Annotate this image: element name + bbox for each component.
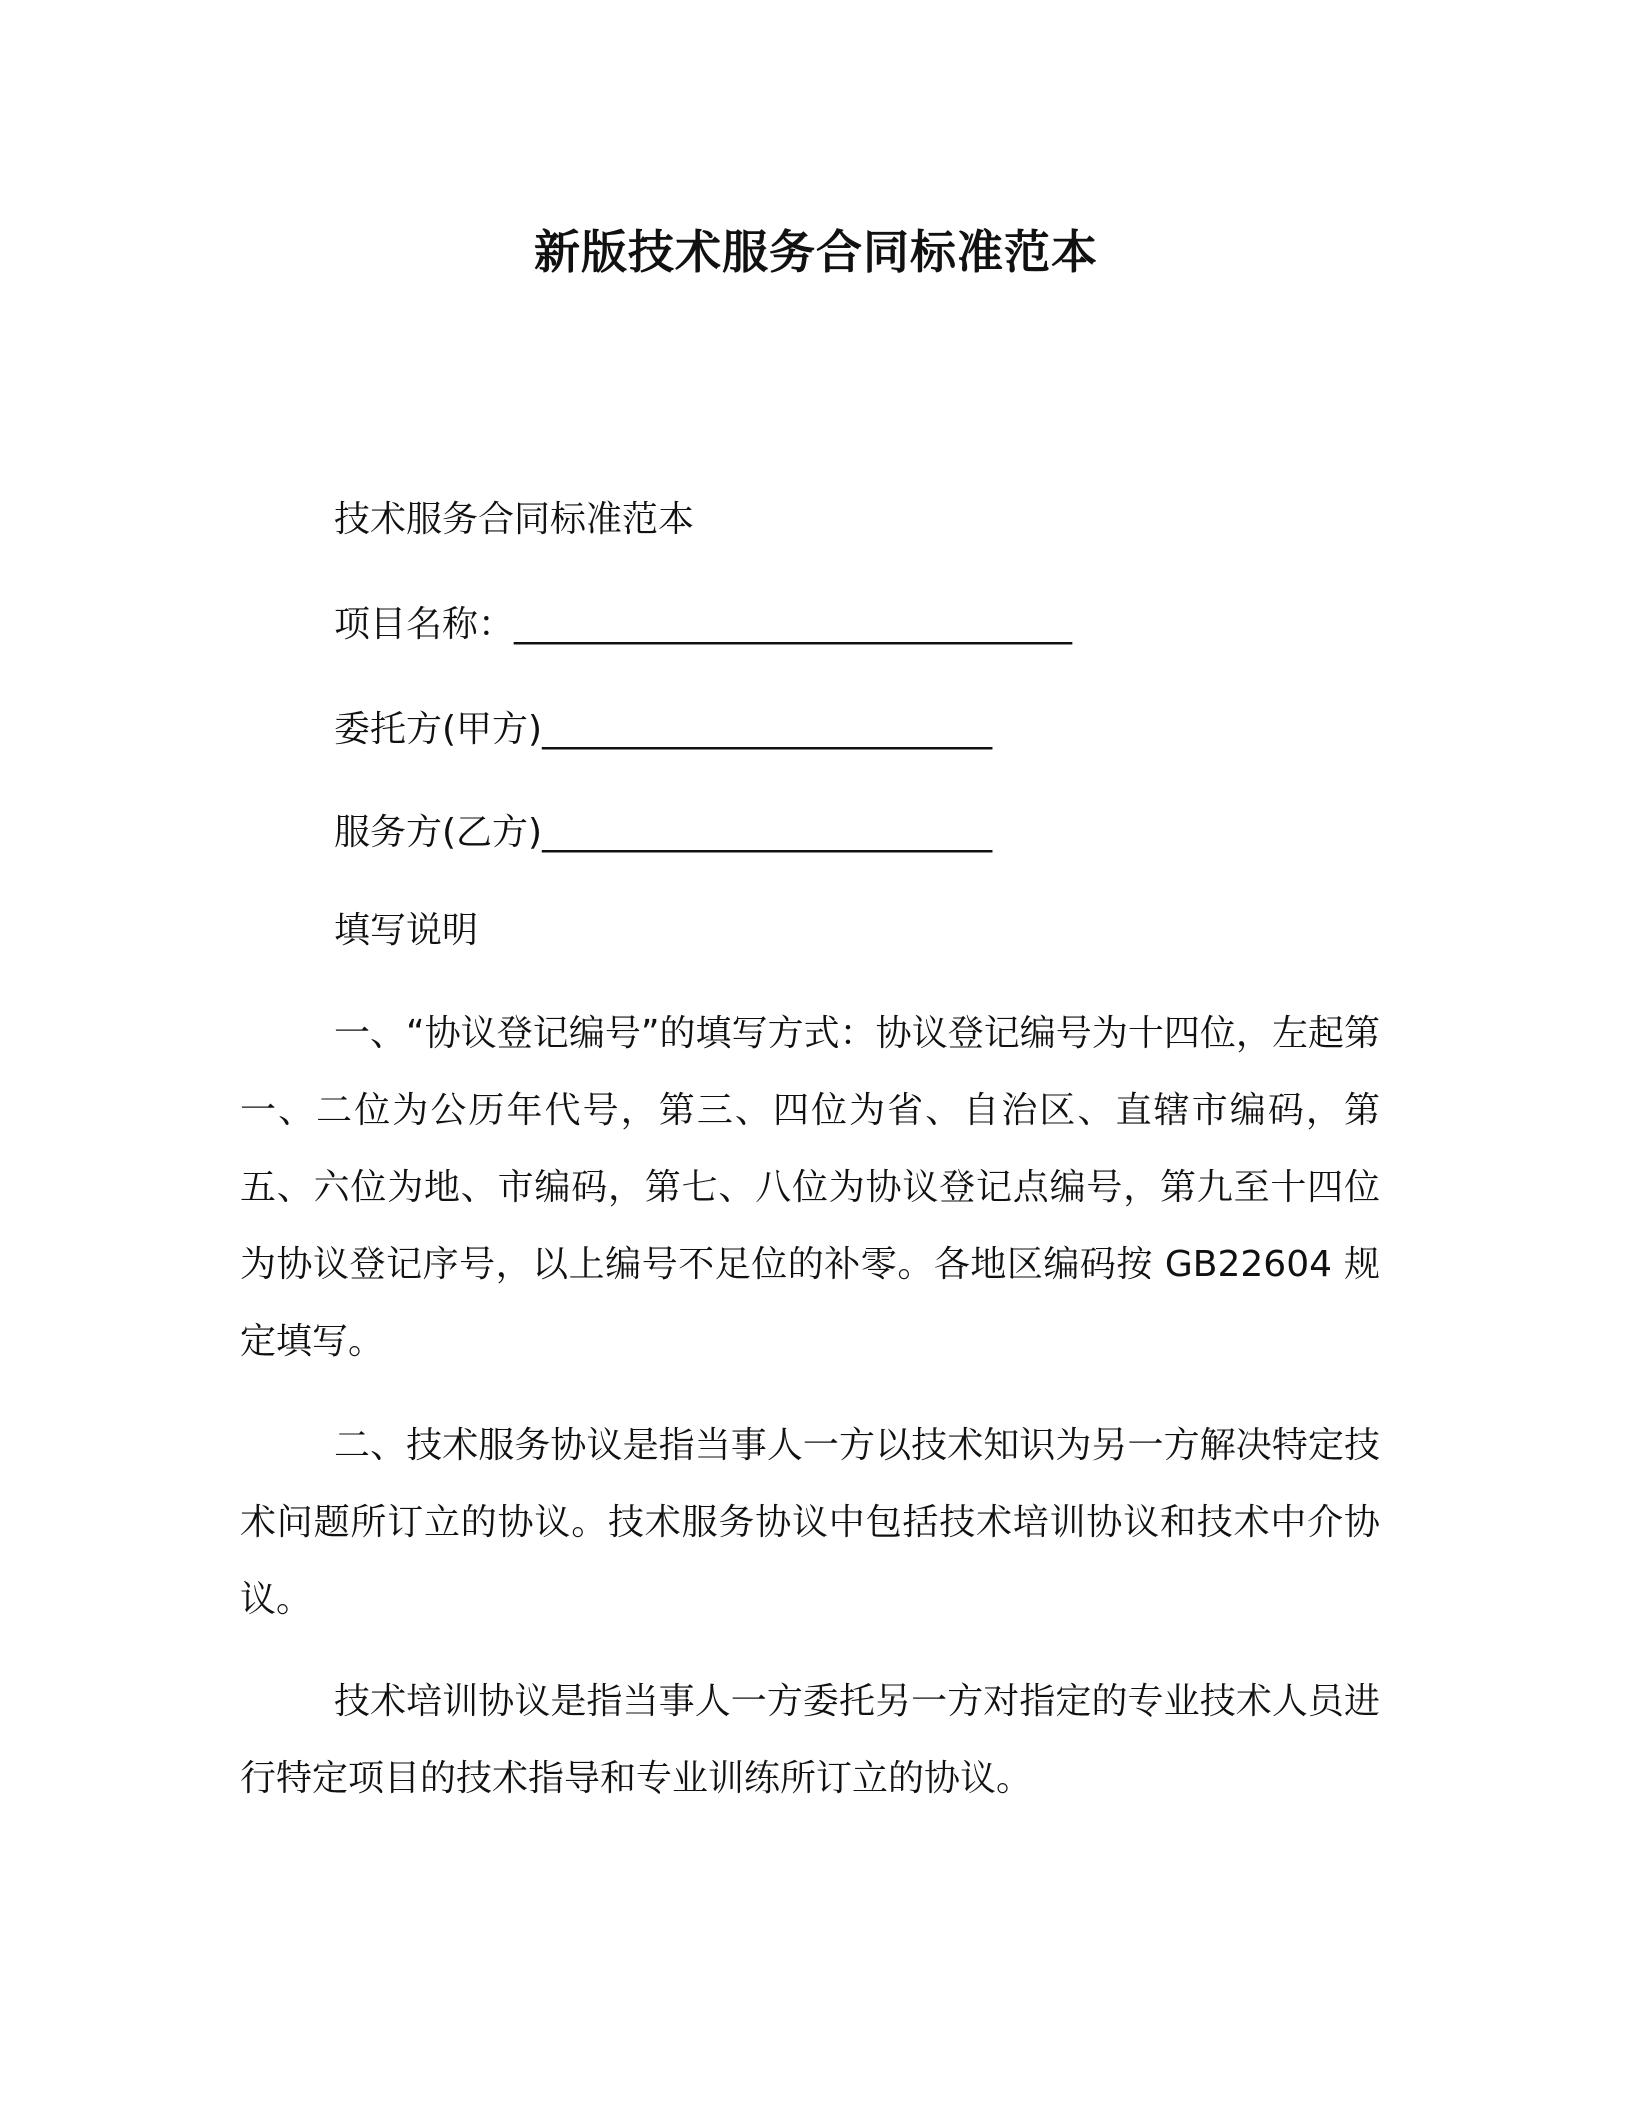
field-provider-party-b: 服务方(乙方)_________________________ [334,812,993,853]
paragraph-technical-training-definition: 技术培训协议是指当事人一方委托另一方对指定的专业技术人员进行特定项目的技术指导和专业训练所订立的协议。 [240,1681,1380,1799]
document-title: 新版技术服务合同标准范本 [534,225,1098,279]
paragraph-registration-number: 一、“协议登记编号”的填写方式：协议登记编号为十四位，左起第一、二位为公历年代号，第三、四位为省、自治区、直辖市编码，第五、六位为地、市编码，第七、八位为协议登记点编号，第九至十四位为协议登记序号，以上编号不足位的补零。各地区编码按 GB22604 规定填写。 [240,1013,1380,1362]
field-client-party-a: 委托方(甲方)_________________________ [334,709,993,750]
document-subtitle: 技术服务合同标准范本 [334,499,695,540]
instructions-heading: 填写说明 [334,910,479,951]
paragraph-technical-service-definition: 二、技术服务协议是指当事人一方以技术知识为另一方解决特定技术问题所订立的协议。技术服务协议中包括技术培训协议和技术中介协议。 [240,1425,1380,1620]
field-project-name: 项目名称：_______________________________ [334,604,1073,645]
